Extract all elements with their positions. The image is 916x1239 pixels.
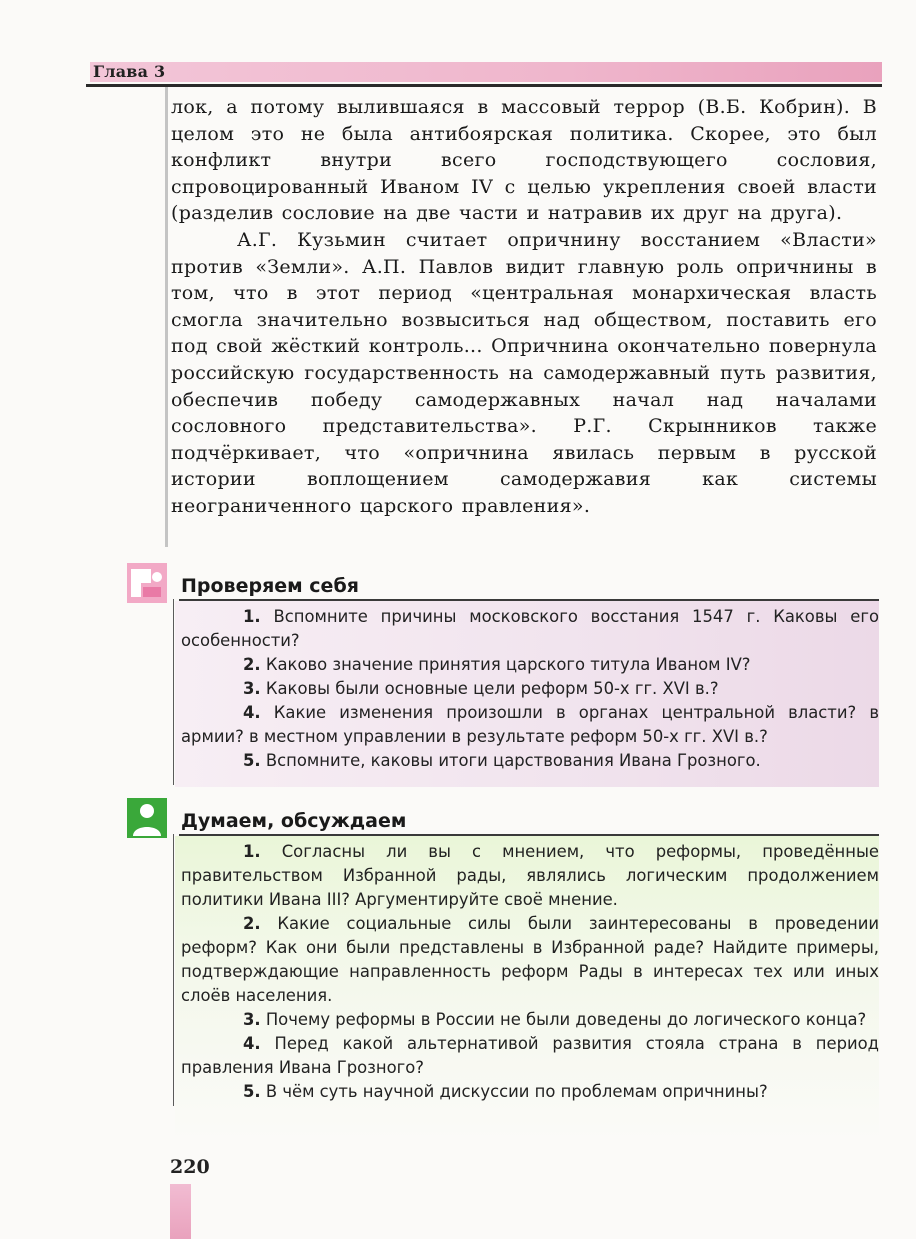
question-text: Каково значение принятия царского титула Иваном IV? [265,655,751,674]
discuss-section [127,798,879,1148]
question-item [181,840,879,912]
body-text [171,94,877,520]
question-text: Вспомните, каковы итоги царствования Ивана Грозного. [265,751,761,770]
section-vline [173,834,174,1106]
footer-bar [170,1184,191,1239]
section-title: Думаем, обсуждаем [181,810,407,832]
question-number: 2. [243,914,261,933]
questions-panel [175,836,879,1142]
question-number: 5. [243,751,261,770]
header-rule [86,84,882,87]
section-vline [173,599,174,785]
person-icon [127,798,167,838]
question-item [181,912,879,1008]
question-number: 4. [243,1034,261,1053]
question-number: 1. [243,842,261,861]
question-text: Каковы были основные цели реформ 50-х гг. XVI в.? [265,679,719,698]
side-bar [165,87,168,547]
paragraph: А.Г. Кузьмин считает опричнину восстанием «Власти» против «Земли». А.П. Павлов видит главную роль опричнины в том, что в этот период «центральная монархическая власть смогла значительно возвыситься над обществом, поставить его под свой жёсткий контроль... Опричнина окончательно повернула российскую государственность на самодержавный путь развития, обеспечив победу самодержавных начал над началами сословного представительства». Р.Г. Скрынников также подчёркивает, что «опричнина явилась первым в русской истории воплощением самодержавия как системы неограниченного царского правления». [171,228,877,517]
question-item [181,605,879,653]
question-text: В чём суть научной дискуссии по проблемам опричнины? [265,1082,768,1101]
question-text: Вспомните причины московского восстания 1547 г. Каковы его особенности? [181,607,879,650]
question-item [181,701,879,749]
page-number: 220 [170,1156,210,1178]
question-number: 3. [243,1010,261,1029]
question-item [181,1032,879,1080]
question-text: Почему реформы в России не были доведены до логического конца? [265,1010,867,1029]
section-title: Проверяем себя [181,575,359,597]
question-number: 2. [243,655,261,674]
question-text: Какие социальные силы были заинтересованы в проведении реформ? Как они были представлены в Избранной раде? Найдите примеры, подтверждающие направленность реформ Рады в интересах тех или иных слоёв населения. [181,914,880,1005]
question-text: Перед какой альтернативой развития стояла страна в период правления Ивана Грозного? [181,1034,879,1077]
chapter-label: Глава 3 [93,62,166,81]
header-band [90,62,882,82]
question-item [181,1008,879,1032]
question-text: Какие изменения произошли в органах центральной власти? в армии? в местном управлении в результате реформ 50-х гг. XVI в.? [181,703,879,746]
question-number: 3. [243,679,261,698]
question-item [181,653,879,677]
question-item [181,749,879,773]
question-number: 5. [243,1082,261,1101]
question-number: 4. [243,703,261,722]
check-yourself-section [127,563,879,789]
question-item [181,677,879,701]
questions-panel [175,601,879,787]
puzzle-icon [127,563,167,603]
paragraph: лок, а потому вылившаяся в массовый террор (В.Б. Кобрин). В целом это не была антибоярская политика. Скорее, это был конфликт внутри всего господствующего сословия, спровоцированный Иваном IV с целью укрепления своей власти (разделив сословие на две части и натравив их друг на друга). [171,96,877,225]
question-item [181,1080,879,1104]
question-text: Согласны ли вы с мнением, что реформы, проведённые правительством Избранной рады, являлись логическим продолжением политики Ивана III? Аргументируйте своё мнение. [181,842,879,909]
question-number: 1. [243,607,261,626]
